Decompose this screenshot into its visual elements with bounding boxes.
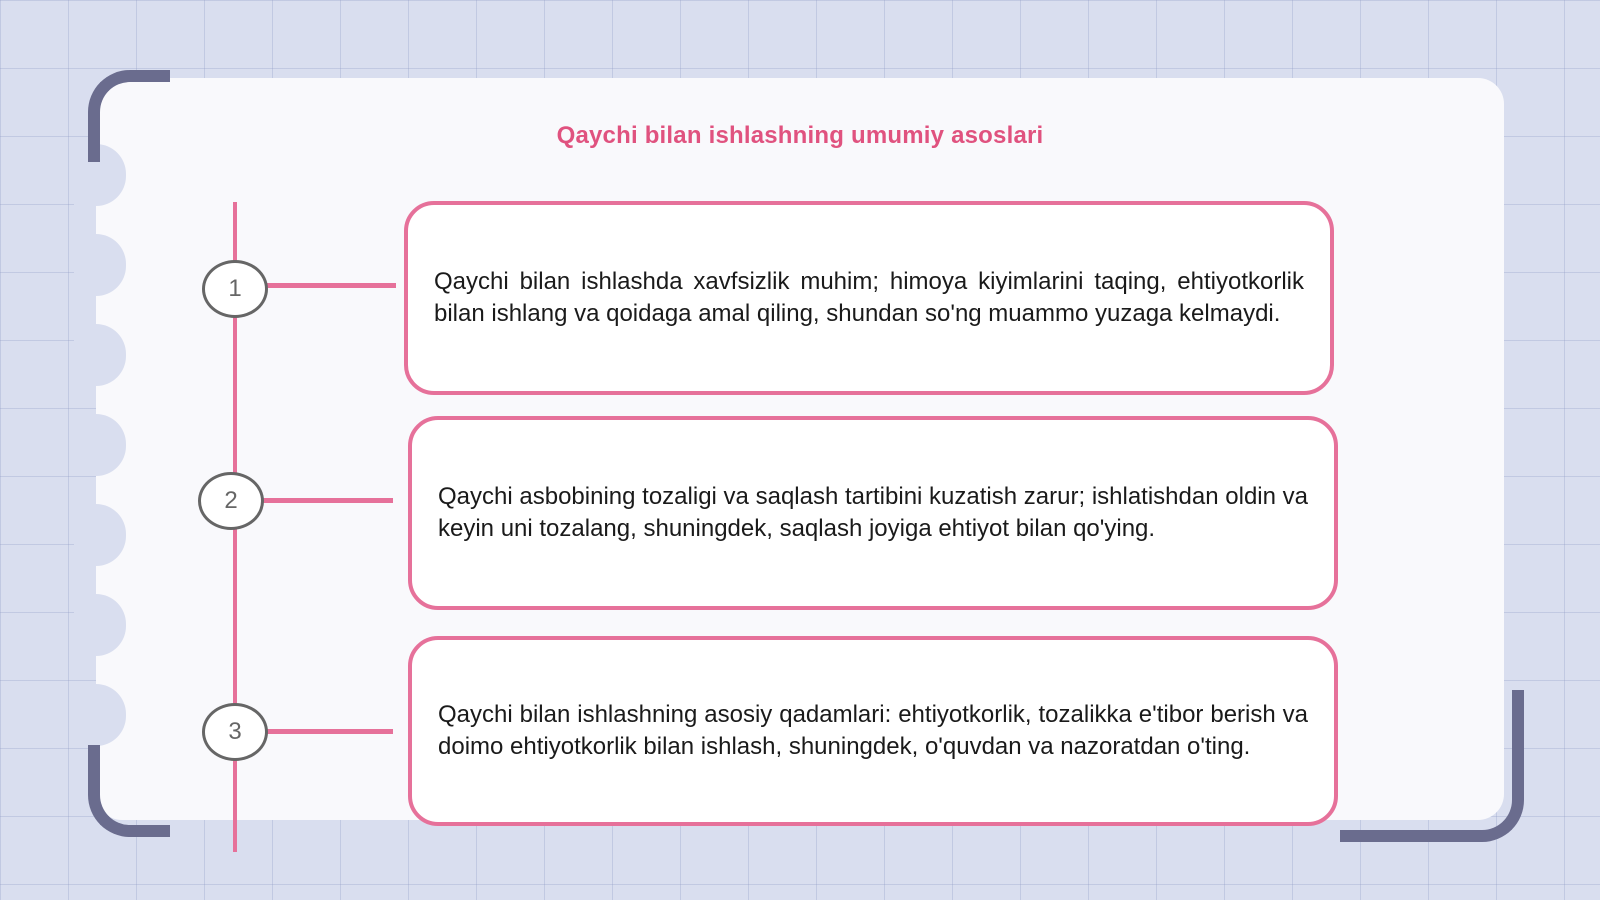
corner-bracket-bottom-right <box>1340 690 1524 842</box>
step-box <box>408 416 1338 610</box>
step-text: Qaychi asbobining tozaligi va saqlash tartibini kuzatish zarur; ishlatishdan oldin va keyin uni tozalang, shuningdek, saqlash joyiga ehtiyot bilan qo'ying. <box>438 483 1308 542</box>
step-box <box>408 636 1338 826</box>
corner-bracket-bottom-left <box>88 745 170 837</box>
timeline-connector <box>263 498 393 503</box>
step-text: Qaychi bilan ishlashda xavfsizlik muhim; himoya kiyimlarini taqing, ehtiyotkorlik bilan ishlang va qoidaga amal qiling, shundan so'ng muammo yuzaga kelmaydi. <box>434 268 1304 327</box>
timeline-connector <box>266 729 393 734</box>
corner-bracket-top-left <box>88 70 170 162</box>
step-number-badge: 2 <box>198 472 264 530</box>
step-number-badge: 3 <box>202 703 268 761</box>
step-box <box>404 201 1334 395</box>
step-text: Qaychi bilan ishlashning asosiy qadamlari: ehtiyotkorlik, tozalikka e'tibor berish va doimo ehtiyotkorlik bilan ishlash, shuningdek, o'quvdan va nazoratdan o'ting. <box>438 701 1308 760</box>
timeline-connector <box>266 283 396 288</box>
step-number-badge: 1 <box>202 260 268 318</box>
slide-title: Qaychi bilan ishlashning umumiy asoslari <box>556 122 1044 149</box>
